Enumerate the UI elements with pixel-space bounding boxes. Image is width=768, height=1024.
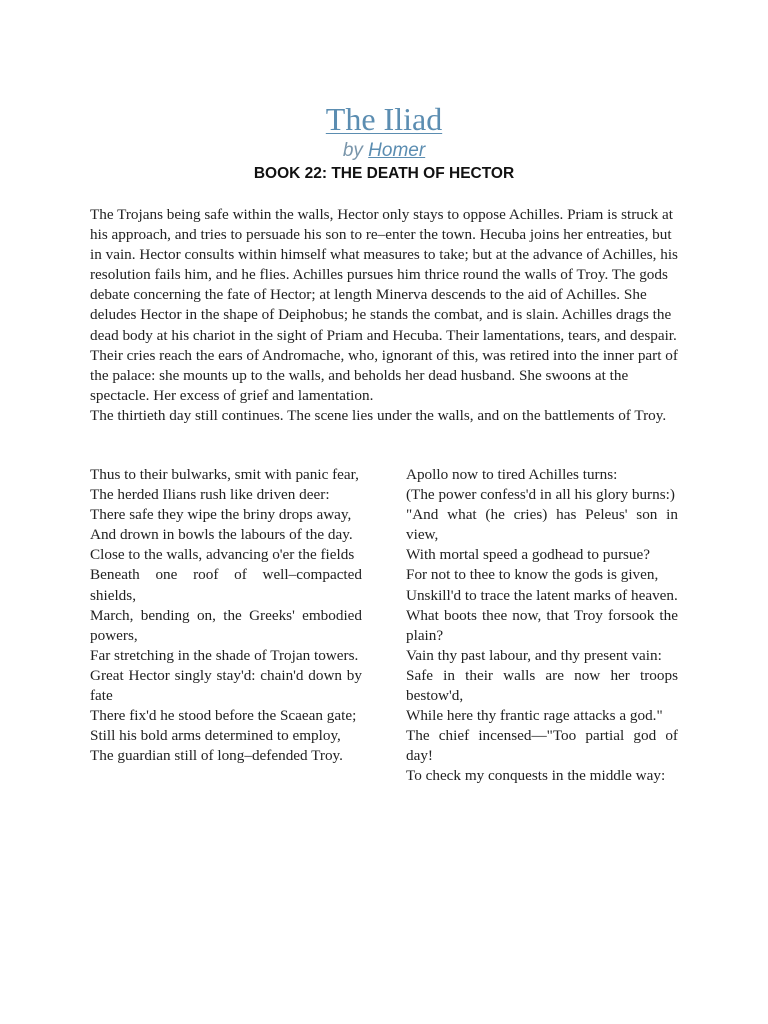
document-title-link[interactable]: The Iliad	[325, 101, 443, 137]
poem-line: Great Hector singly stay'd: chain'd down by fate	[90, 666, 362, 705]
poem-right-column	[406, 465, 678, 787]
scene-paragraph: The thirtieth day still continues. The scene lies under the walls, and on the battlements of Troy.	[90, 406, 667, 424]
book-heading: BOOK 22: THE DEATH OF HECTOR	[253, 165, 515, 182]
poem-line: What boots thee now, that Troy forsook the plain?	[406, 606, 678, 644]
poem-line: For not to thee to know the gods is given,	[406, 566, 659, 584]
poem-line: Still his bold arms determined to employ,	[90, 727, 341, 745]
poem-line: The guardian still of long–defended Troy.	[90, 747, 343, 765]
poem-line: Far stretching in the shade of Trojan towers.	[90, 646, 359, 664]
poem-line: With mortal speed a godhead to pursue?	[406, 546, 651, 564]
byline-prefix: by	[342, 140, 363, 161]
poem-line: Vain thy past labour, and thy present vain:	[406, 646, 662, 664]
poem-line: There safe they wipe the briny drops away,	[90, 506, 352, 524]
poem-line: The herded Ilians rush like driven deer:	[90, 486, 330, 504]
poem-line: While here thy frantic rage attacks a god."	[406, 707, 663, 725]
poem-line: Close to the walls, advancing o'er the fields	[90, 546, 355, 564]
poem-line: To check my conquests in the middle way:	[406, 767, 666, 785]
argument-paragraph: The Trojans being safe within the walls, Hector only stays to oppose Achilles. Priam is struck at his approach, and tries to persuade his son to re–enter the town. Hecuba joins her entreaties, but in vain. Hector consults within himself what measures to take; but at the advance of Achilles, his resolution fails him, and he flies. Achilles pursues him thrice round the walls of Troy. The gods debate concerning the fate of Hector; at length Minerva descends to the aid of Achilles. She deludes Hector in the shape of Deiphobus; he stands the combat, and is slain. Achilles drags the dead body at his chariot in the sight of Priam and Hecuba. Their lamentations, tears, and despair. Their cries reach the ears of Andromache, who, ignorant of this, was retired into the inner part of the palace: she mounts up to the walls, and beholds her dead husband. She swoons at the spectacle. Her excess of grief and lamentation.	[90, 206, 678, 404]
author-link[interactable]: Homer	[368, 140, 426, 161]
poem-line: The chief incensed—"Too partial god of day!	[406, 727, 678, 765]
byline	[0, 139, 768, 163]
poem-line: Thus to their bulwarks, smit with panic fear,	[90, 466, 359, 483]
poem-line: There fix'd he stood before the Scaean gate;	[90, 707, 357, 725]
poem-line: Beneath one roof of well–compacted shields,	[90, 566, 362, 604]
poem-line: Apollo now to tired Achilles turns:	[406, 466, 618, 483]
poem-line: Safe in their walls are now her troops bestow'd,	[406, 666, 678, 705]
poem-line: Unskill'd to trace the latent marks of heaven.	[406, 586, 678, 604]
poem-line: "And what (he cries) has Peleus' son in view,	[406, 506, 678, 544]
argument-section	[90, 205, 678, 426]
poem-line: March, bending on, the Greeks' embodied powers,	[90, 606, 362, 644]
poem-left-column	[90, 465, 362, 766]
poem-line: (The power confess'd in all his glory burns:)	[406, 486, 675, 504]
poem-line: And drown in bowls the labours of the day.	[90, 526, 353, 544]
